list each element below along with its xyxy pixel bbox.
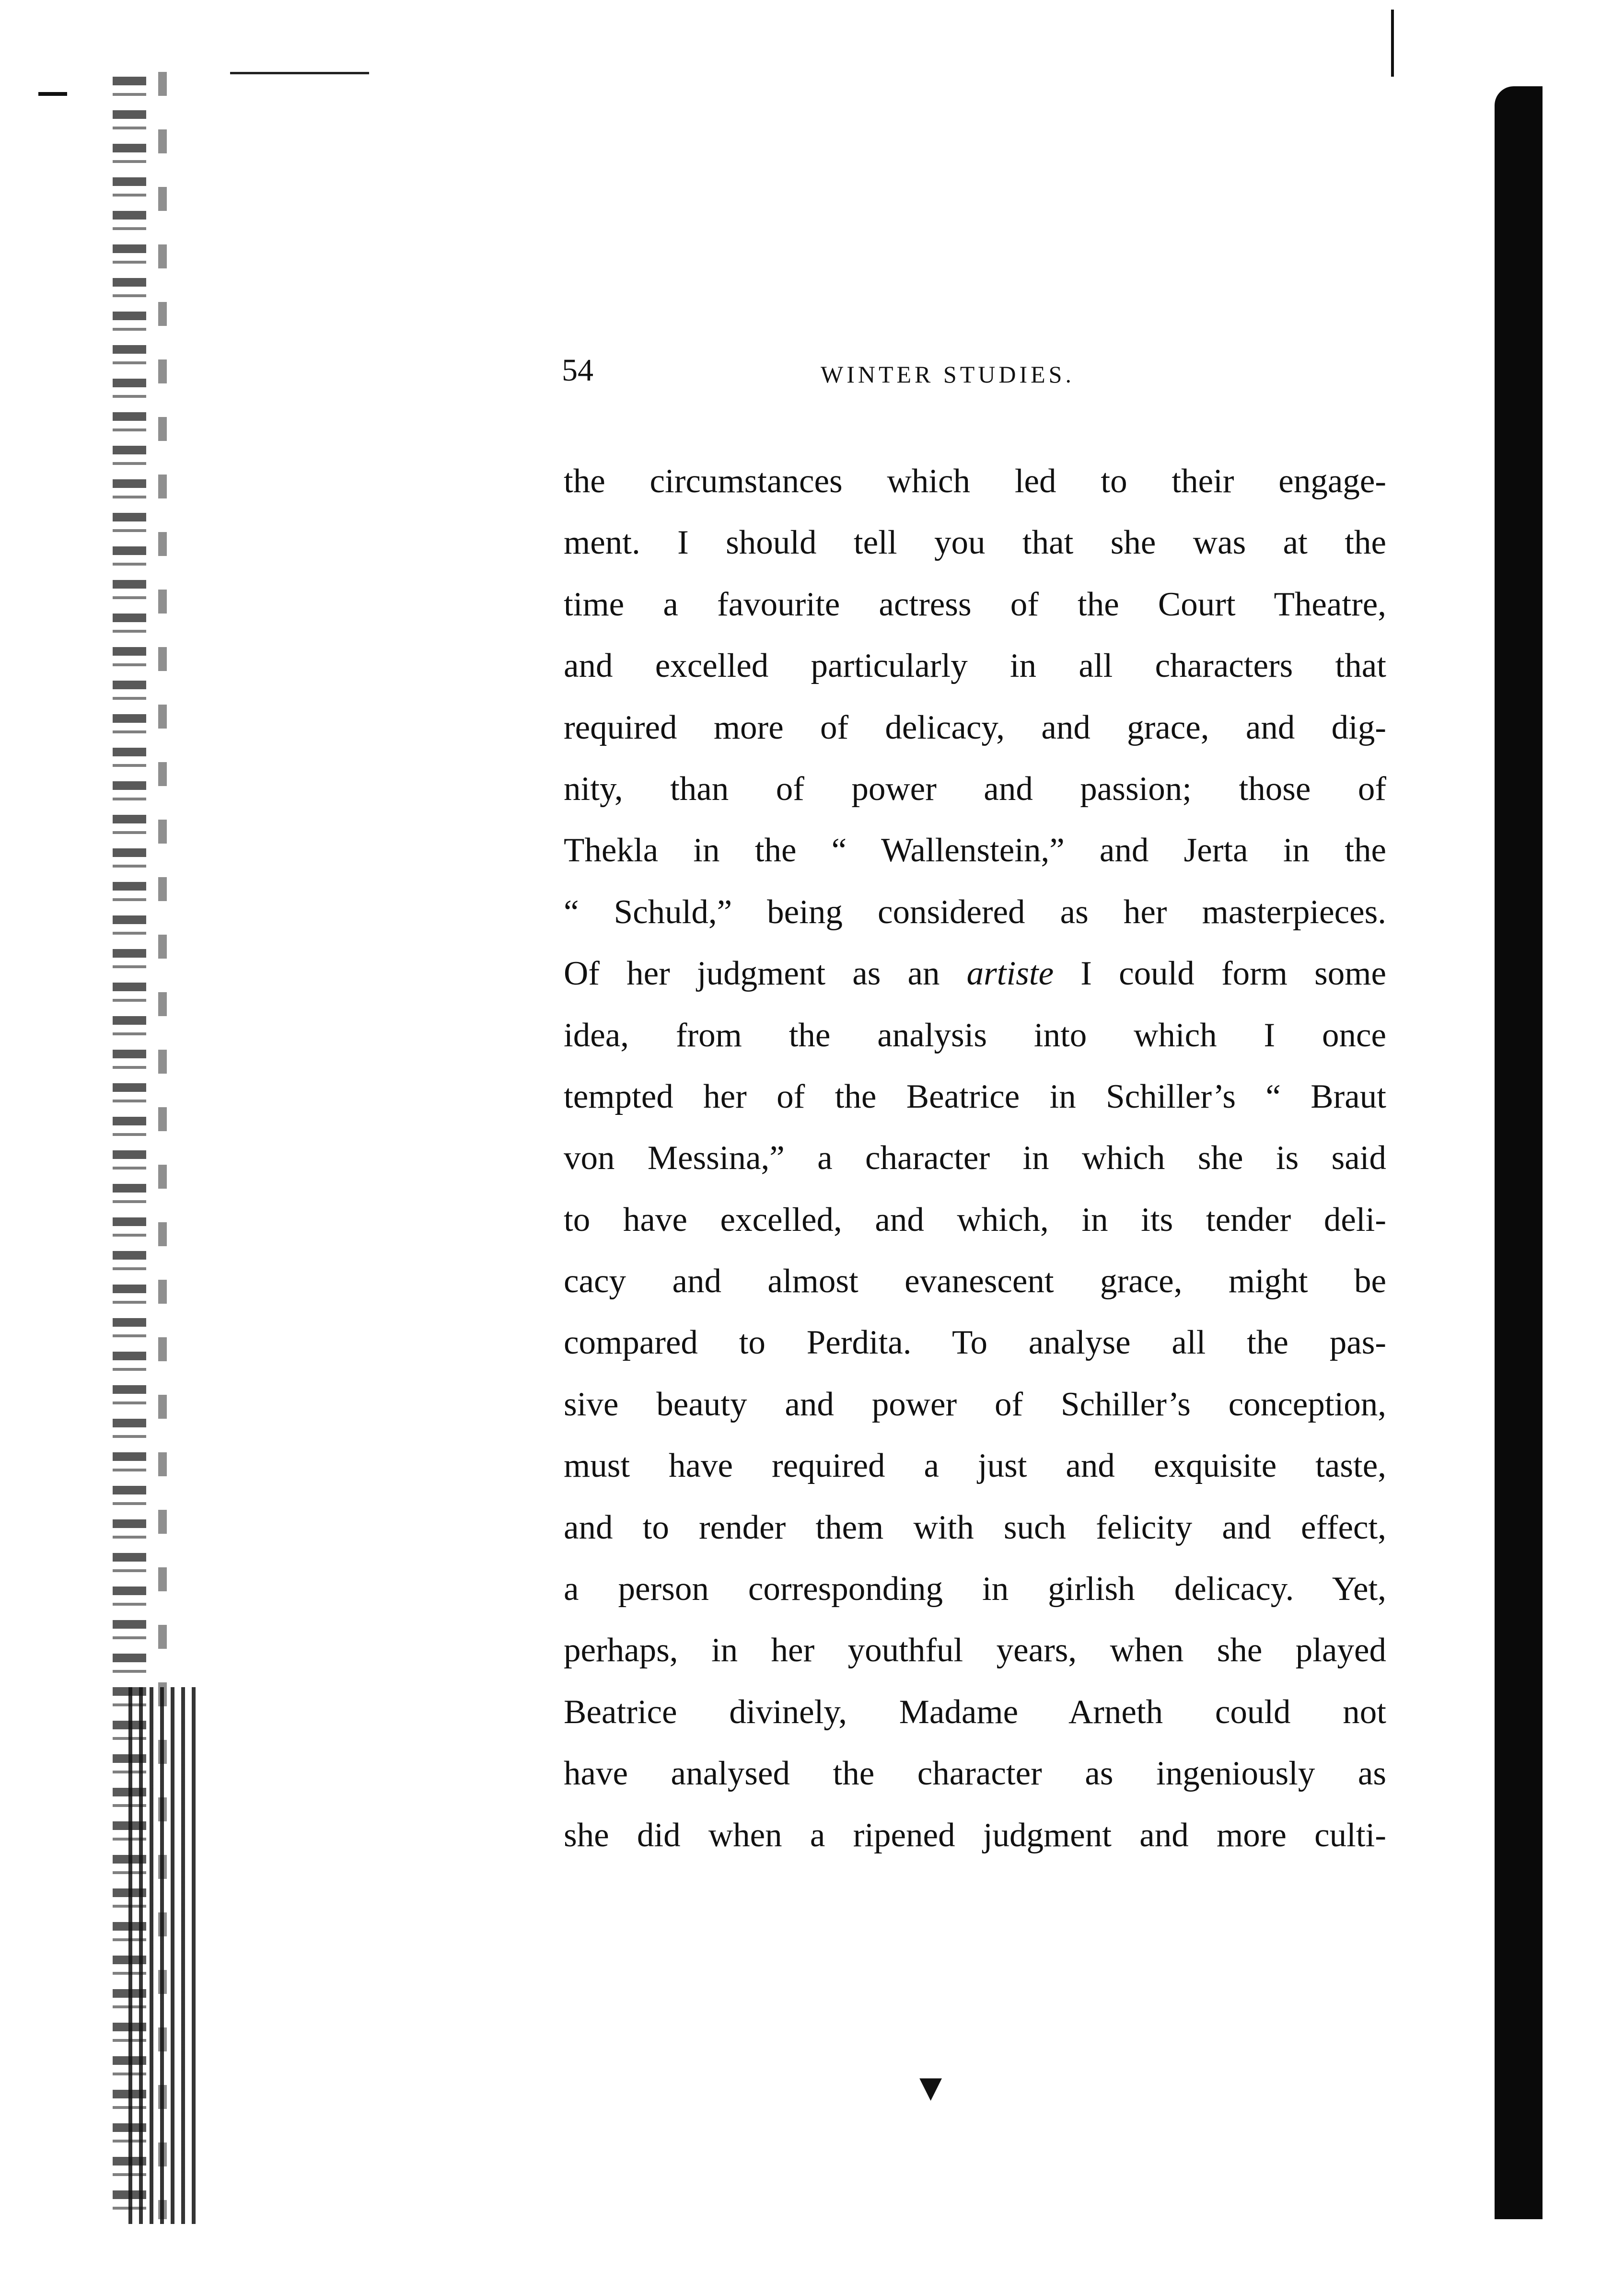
text-line: sive beauty and power of Schiller’s conception, bbox=[564, 1385, 1386, 1423]
text-line: required more of delicacy, and grace, and dig- bbox=[564, 708, 1386, 746]
text-line: have analysed the character as ingeniously as bbox=[564, 1755, 1386, 1793]
text-line: tempted her of the Beatrice in Schiller’s “ Braut bbox=[564, 1077, 1386, 1115]
text-line: idea, from the analysis into which I once bbox=[564, 1016, 1386, 1054]
text-line: von Messina,” a character in which she is said bbox=[564, 1139, 1386, 1177]
text-line: time a favourite actress of the Court Theatre, bbox=[564, 585, 1386, 623]
text-line: nity, than of power and passion; those of bbox=[564, 770, 1386, 808]
scan-mark bbox=[38, 92, 67, 96]
text-line: to have excelled, and which, in its tender deli- bbox=[564, 1201, 1386, 1239]
text-line: and excelled particularly in all characters that bbox=[564, 647, 1386, 685]
page-number: 54 bbox=[562, 353, 593, 388]
scan-binding-shadow bbox=[128, 1687, 200, 2224]
scan-mark bbox=[230, 72, 369, 74]
text-line: ment. I should tell you that she was at the bbox=[564, 524, 1386, 562]
text-line: Of her judgment as an artiste I could form some bbox=[564, 955, 1386, 993]
text-line: compared to Perdita. To analyse all the pas- bbox=[564, 1324, 1386, 1362]
text-line: a person corresponding in girlish delicacy. Yet, bbox=[564, 1570, 1386, 1608]
running-title: WINTER STUDIES. bbox=[821, 361, 1075, 388]
running-head bbox=[562, 349, 1386, 392]
text-line: and to render them with such felicity and effect, bbox=[564, 1508, 1386, 1546]
italic-word: artiste bbox=[966, 955, 1054, 993]
text-line: “ Schuld,” being considered as her masterpieces. bbox=[564, 893, 1386, 931]
scan-page-edge-shadow bbox=[1495, 86, 1543, 2219]
text-line: Beatrice divinely, Madame Arneth could not bbox=[564, 1693, 1386, 1731]
text-line: she did when a ripened judgment and more culti- bbox=[564, 1816, 1386, 1854]
scan-mark bbox=[1391, 10, 1394, 77]
text-line: the circumstances which led to their engage- bbox=[564, 463, 1386, 500]
text-line: cacy and almost evanescent grace, might be bbox=[564, 1262, 1386, 1300]
body-text bbox=[564, 451, 1386, 1866]
text-line: perhaps, in her youthful years, when she played bbox=[564, 1632, 1386, 1669]
text-line: must have required a just and exquisite taste, bbox=[564, 1447, 1386, 1485]
scan-blot-mark: ▼ bbox=[912, 2067, 950, 2109]
text-line: Thekla in the “ Wallenstein,” and Jerta in the bbox=[564, 832, 1386, 869]
